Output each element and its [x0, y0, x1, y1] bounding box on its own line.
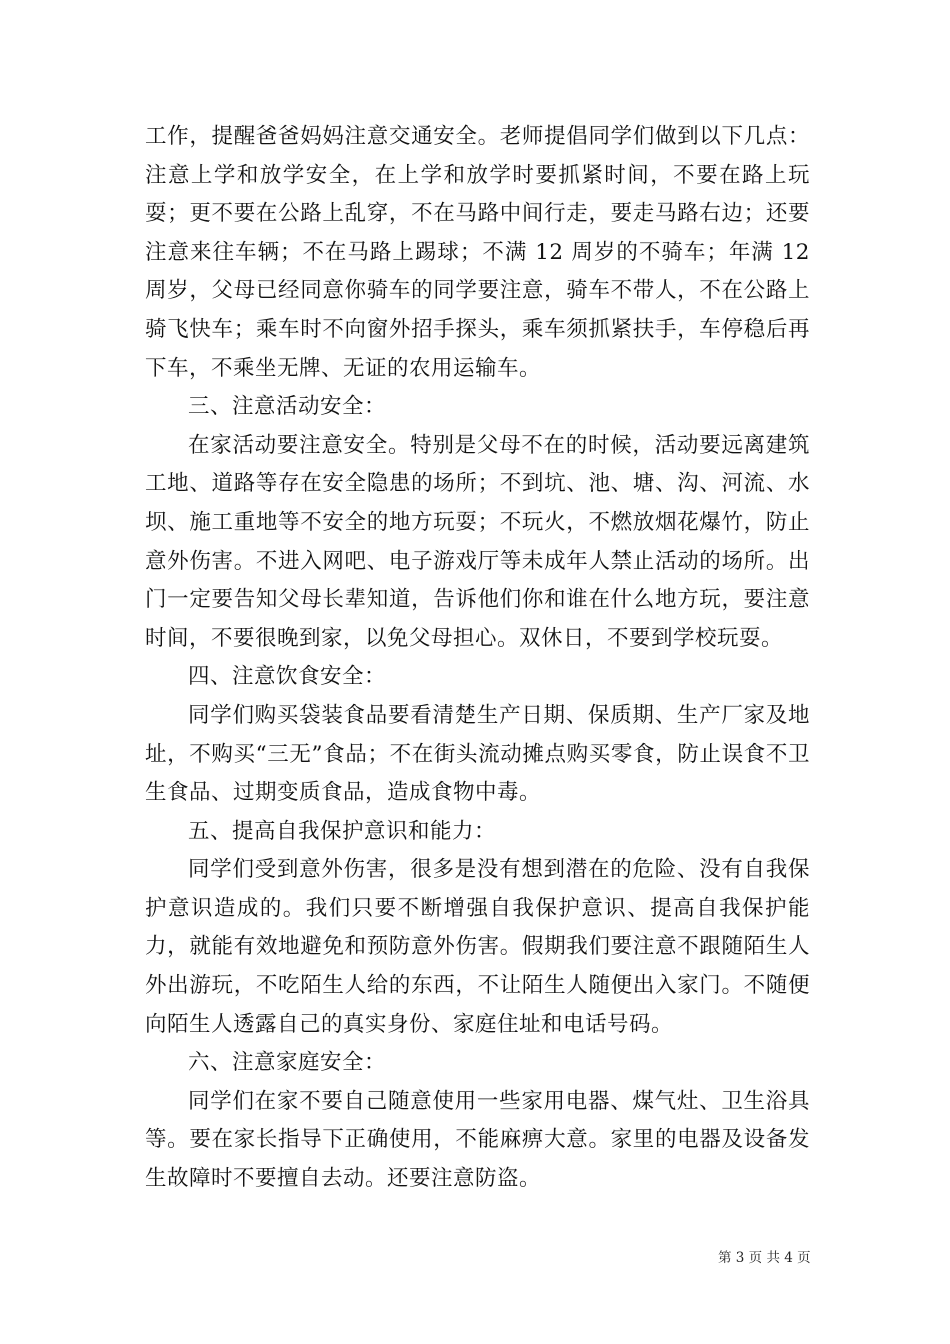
heading-activity-safety: 三、注意活动安全： — [188, 394, 387, 420]
page-number-footer: 第 3 页 共 4 页 — [718, 1250, 811, 1266]
document-page — [145, 118, 810, 1199]
paragraph-food-safety: 同学们购买袋装食品要看清楚生产日期、保质期、生产厂家及地址，不购买“三无”食品；不在街头流动摊点购买零食，防止误食不卫生食品、过期变质食品，造成食物中毒。 — [145, 702, 810, 806]
heading-home-safety: 六、注意家庭安全： — [188, 1050, 387, 1076]
heading-self-protection: 五、提高自我保护意识和能力： — [188, 818, 497, 844]
paragraph-traffic-continued: 工作，提醒爸爸妈妈注意交通安全。老师提倡同学们做到以下几点：注意上学和放学安全，在上学和放学时要抓紧时间，不要在路上玩耍；更不要在公路上乱穿，不在马路中间行走，要走马路右边；还要注意来往车辆；不在马路上踢球；不满 12 周岁的不骑车；年满 12 周岁，父母已经同意你骑车的同学要注意，骑车不带人，不在公路上骑飞快车；乘车时不向窗外招手探头，乘车须抓紧扶手，车停稳后再下车，不乘坐无牌、无证的农用运输车。 — [145, 124, 810, 381]
paragraph-self-protection: 同学们受到意外伤害，很多是没有想到潜在的危险、没有自我保护意识造成的。我们只要不断增强自我保护意识、提高自我保护能力，就能有效地避免和预防意外伤害。假期我们要注意不跟随陌生人外出游玩，不吃陌生人给的东西，不让陌生人随便出入家门。不随便向陌生人透露自己的真实身份、家庭住址和电话号码。 — [145, 857, 810, 1037]
heading-food-safety: 四、注意饮食安全： — [188, 664, 387, 690]
paragraph-home-safety: 同学们在家不要自己随意使用一些家用电器、煤气灶、卫生浴具等。要在家长指导下正确使用，不能麻痹大意。家里的电器及设备发生故障时不要擅自去动。还要注意防盗。 — [145, 1088, 810, 1192]
paragraph-activity-safety: 在家活动要注意安全。特别是父母不在的时候，活动要远离建筑工地、道路等存在安全隐患的场所；不到坑、池、塘、沟、河流、水坝、施工重地等不安全的地方玩耍；不玩火，不燃放烟花爆竹，防止意外伤害。不进入网吧、电子游戏厅等未成年人禁止活动的场所。出门一定要告知父母长辈知道，告诉他们你和谁在什么地方玩，要注意时间，不要很晚到家，以免父母担心。双休日，不要到学校玩耍。 — [145, 432, 810, 651]
